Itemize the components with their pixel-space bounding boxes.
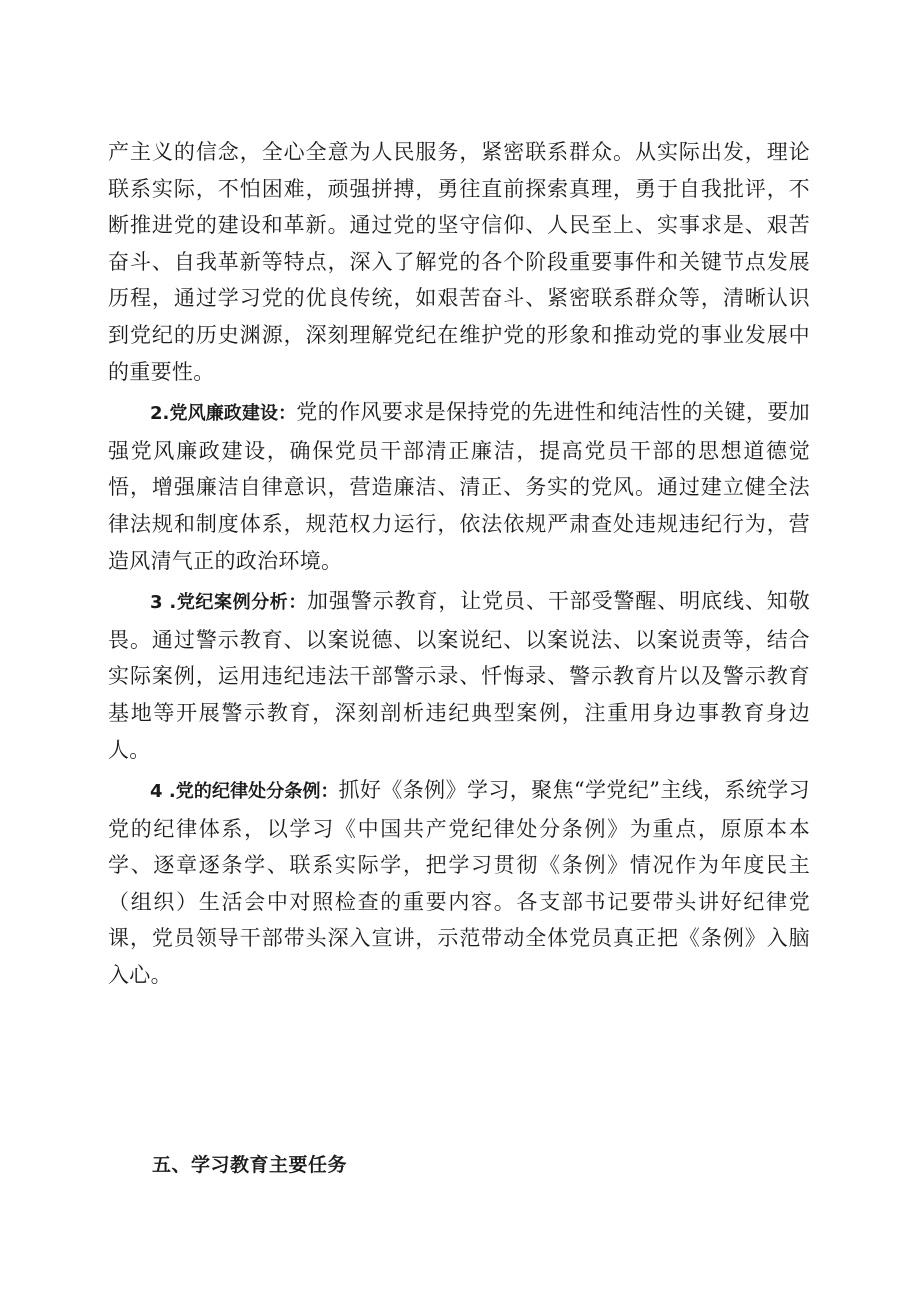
paragraph-lead-title: 4 .党的纪律处分条例： <box>150 781 339 803</box>
paragraph-continuation <box>108 134 810 390</box>
paragraph-lead-title: 3 .党纪案例分析： <box>150 592 307 614</box>
paragraph-party-conduct <box>108 394 810 579</box>
paragraph-lead-title: 2.党风廉政建设： <box>150 403 297 425</box>
paragraph-discipline-regulations <box>108 772 810 994</box>
paragraph-text: 产主义的信念，全心全意为人民服务，紧密联系群众。从实际出发，理论联系实际，不怕困难，顽强拼搏，勇往直前探索真理，勇于自我批评，不断推进党的建设和革新。通过党的坚守信仰、人民至上、实事求是、艰苦奋斗、自我革新等特点，深入了解党的各个阶段重要事件和关键节点发展历程，通过学习党的优良传统，如艰苦奋斗、紧密联系群众等，清晰认识到党纪的历史渊源，深刻理解党纪在维护党的形象和推动党的事业发展中的重要性。 <box>108 140 810 384</box>
paragraph-text: 抓好《条例》学习，聚焦“学党纪”主线，系统学习党的纪律体系，以学习《中国共产党纪律处分条例》为重点，原原本本学、逐章逐条学、联系实际学，把学习贯彻《条例》情况作为年度民主（组织）生活会中对照检查的重要内容。各支部书记要带头讲好纪律党课，党员领导干部带头深入宣讲，示范带动全体党员真正把《条例》入脑入心。 <box>108 778 810 988</box>
paragraph-text: 党的作风要求是保持党的先进性和纯洁性的关键，要加强党风廉政建设，确保党员干部清正廉洁，提高党员干部的思想道德觉悟，增强廉洁自律意识，营造廉洁、清正、务实的党风。通过建立健全法律法规和制度体系，规范权力运行，依法依规严肃查处违规违纪行为，营造风清气正的政治环境。 <box>108 400 810 573</box>
section-heading: 五、学习教育主要任务 <box>152 1154 348 1176</box>
document-body <box>108 134 810 994</box>
paragraph-case-analysis <box>108 583 810 768</box>
paragraph-text: 加强警示教育，让党员、干部受警醒、明底线、知敬畏。通过警示教育、以案说德、以案说纪、以案说法、以案说责等，结合实际案例，运用违纪违法干部警示录、忏悔录、警示教育片以及警示教育基地等开展警示教育，深刻剖析违纪典型案例，注重用身边事教育身边人。 <box>108 589 810 762</box>
